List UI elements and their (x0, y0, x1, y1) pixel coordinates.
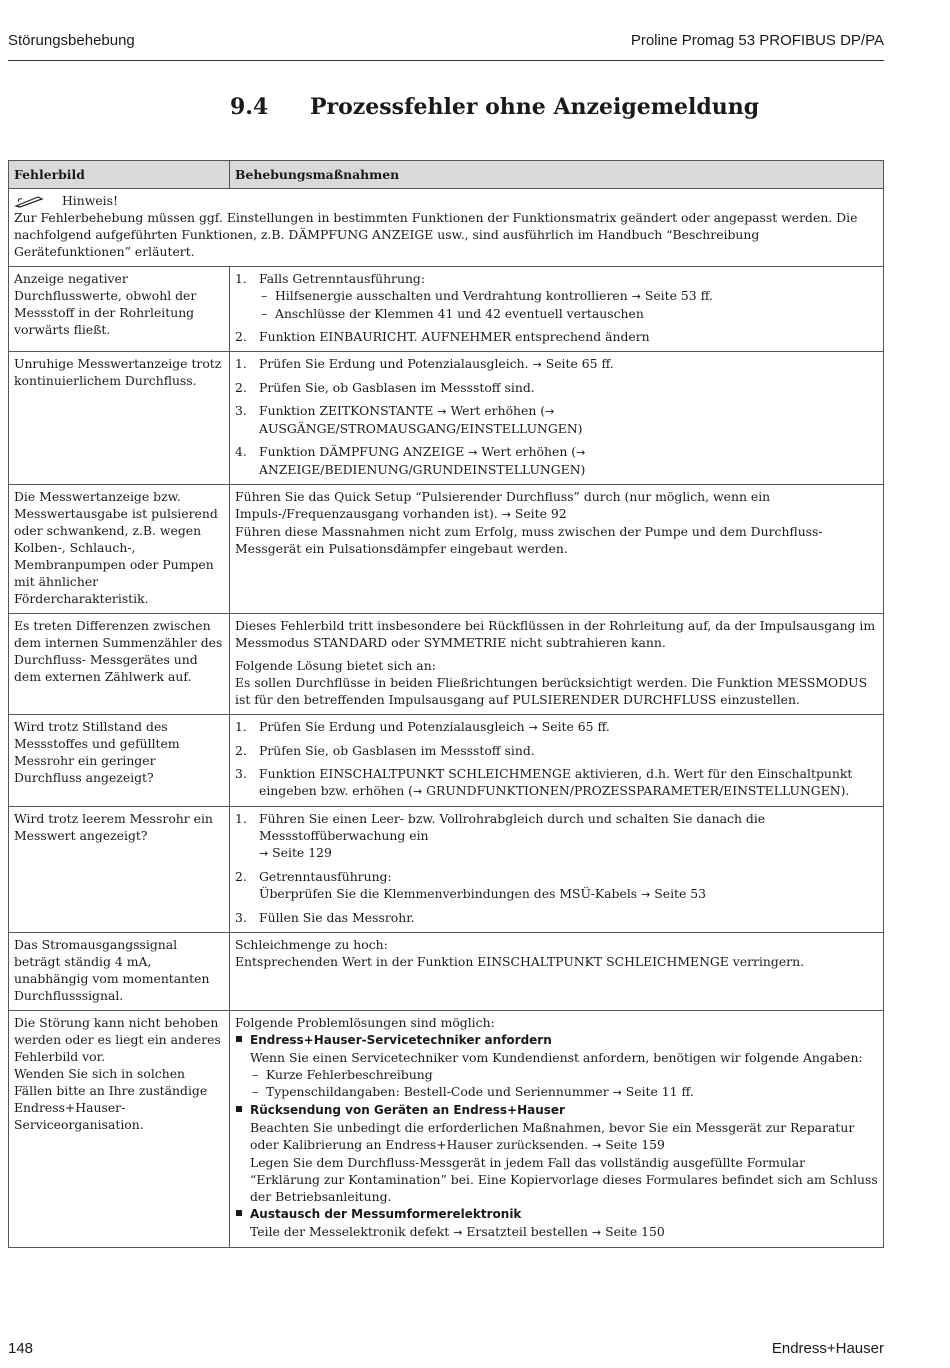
arrow-right-icon: → (612, 1086, 622, 1099)
bullet-heading: Endress+Hauser-Servicetechniker anfordern (250, 1033, 552, 1047)
page-reference: Seite 65 ff. (545, 356, 614, 371)
problem-cell: Unruhige Messwertanzeige trotz kontinuierlichem Durchfluss. (9, 352, 230, 485)
bullet-square-icon (236, 1210, 242, 1216)
table-row (9, 715, 884, 807)
footer-brand: Endress+Hauser (771, 1340, 884, 1357)
page-header (8, 32, 884, 61)
table-row (9, 485, 884, 614)
table-row (9, 352, 884, 485)
page-reference: Seite 129 (272, 845, 332, 860)
arrow-right-icon: → (592, 1139, 602, 1152)
problem-cell: Das Stromausgangssignal beträgt ständig 4 mA, unabhängig vom momentanten Durchflusssignal. (9, 933, 230, 1011)
step-text: Führen Sie einen Leer- bzw. Vollrohrabgleich durch und schalten Sie danach die Messstoffüberwachung ein (259, 811, 766, 843)
page-reference: Seite 65 ff. (541, 719, 610, 734)
arrow-right-icon: → (532, 358, 542, 371)
step-text: Füllen Sie das Messrohr. (259, 910, 415, 925)
arrow-right-icon: → (468, 446, 478, 459)
arrow-right-icon: → (453, 1226, 463, 1239)
problem-cell: Wird trotz leerem Messrohr ein Messwert angezeigt? (9, 807, 230, 933)
sub-step-text: Anschlüsse der Klemmen 41 und 42 eventuell vertauschen (275, 306, 644, 321)
troubleshooting-table (8, 160, 884, 1248)
step-text: Wert erhöhen ( (450, 403, 546, 418)
note-label: Hinweis! (62, 193, 118, 208)
page-reference: Seite 53 ff. (644, 288, 713, 303)
bullet-heading: Austausch der Messumformerelektronik (250, 1207, 522, 1221)
remedy-cell (230, 1011, 884, 1248)
problem-cell: Die Messwertanzeige bzw. Messwertausgabe ist pulsierend oder schwankend, z.B. wegen Kolben-, Schlauch-, Membranpumpen oder Pumpen mit ähnlicher Fördercharakteristik. (9, 485, 230, 614)
section-heading: Prozessfehler ohne Anzeigemeldung (310, 94, 760, 120)
column-header-problem: Fehlerbild (9, 161, 230, 189)
remedy-cell (230, 933, 884, 1011)
table-row (9, 807, 884, 933)
bullet-text: Beachten Sie unbedingt die erforderlichen Maßnahmen, bevor Sie ein Messgerät zur Reparatur oder Kalibrierung an Endress+Hauser zurücksenden. (250, 1120, 855, 1152)
remedy-text: Schleichmenge zu hoch: (235, 937, 388, 952)
step-text: Prüfen Sie Erdung und Potenzialausgleich (259, 719, 525, 734)
section-number: 9.4 (230, 94, 269, 120)
page-reference: Seite 159 (605, 1137, 665, 1152)
arrow-right-icon: → (545, 405, 555, 418)
step-text: Falls Getrenntausführung: (259, 271, 426, 286)
problem-cell: Wird trotz Stillstand des Messstoffes und gefülltem Messrohr ein geringer Durchfluss angezeigt? (9, 715, 230, 807)
arrow-right-icon: → (641, 888, 651, 901)
note-cell (9, 189, 884, 267)
remedy-cell (230, 614, 884, 715)
arrow-right-icon: → (437, 405, 447, 418)
table-header-row (9, 161, 884, 189)
menu-path: GRUNDFUNKTIONEN/PROZESSPARAMETER/EINSTELLUNGEN). (426, 783, 850, 798)
problem-text: Die Störung kann nicht behoben werden oder es liegt ein anderes Fehlerbild vor. (14, 1015, 221, 1064)
arrow-right-icon: → (501, 508, 511, 521)
remedy-text: Folgende Problemlösungen sind möglich: (235, 1015, 495, 1030)
remedy-text: Entsprechenden Wert in der Funktion EINSCHALTPUNKT SCHLEICHMENGE verringern. (235, 954, 805, 969)
sub-step-text: Hilfsenergie ausschalten und Verdrahtung kontrollieren (275, 288, 628, 303)
arrow-right-icon: → (591, 1226, 602, 1239)
page-footer (8, 1340, 884, 1357)
remedy-text: Dieses Fehlerbild tritt insbesondere bei Rückflüssen in der Rohrleitung auf, da der Impulsausgang im Messmodus STANDARD oder SYMMETRIE nicht subtrahieren kann. (235, 618, 876, 650)
page-reference: Seite 11 ff. (625, 1084, 694, 1099)
sub-step-text: – Kurze Fehlerbeschreibung (250, 1066, 878, 1083)
menu-path: ANZEIGE/BEDIENUNG/GRUNDEINSTELLUNGEN) (259, 462, 586, 477)
page-number: 148 (8, 1340, 34, 1357)
step-text: Funktion DÄMPFUNG ANZEIGE (259, 444, 465, 459)
arrow-right-icon: → (631, 290, 641, 303)
page-reference: Seite 53 (654, 886, 707, 901)
sub-step-text: Typenschildangaben: Bestell-Code und Seriennummer (266, 1084, 609, 1099)
column-header-remedy: Behebungsmaßnahmen (230, 161, 884, 189)
remedy-text: Führen diese Massnahmen nicht zum Erfolg, muss zwischen der Pumpe und dem Durchfluss-Messgerät ein Pulsationsdämpfer eingebaut werden. (235, 524, 823, 556)
remedy-cell: 1. Falls Getrenntausführung: – Hilfsenergie ausschalten und Verdrahtung kontrollieren → Seite 53 ff. – Anschlüsse der Klemmen 41 und 42 eventuell vertauschen 2. Funktion EINBAURICHT. AUFNEHMER entsprechend ändern (230, 267, 884, 352)
bullet-square-icon (236, 1106, 242, 1112)
problem-cell: Es treten Differenzen zwischen dem internen Summenzähler des Durchfluss- Messgerätes und dem externen Zählwerk auf. (9, 614, 230, 715)
table-row (9, 1011, 884, 1248)
page-reference: Seite 150 (605, 1224, 665, 1239)
arrow-right-icon: → (576, 446, 586, 459)
step-text: Funktion EINBAURICHT. AUFNEHMER entsprechend ändern (259, 329, 650, 344)
step-text: Überprüfen Sie die Klemmenverbindungen des MSÜ-Kabels (259, 886, 638, 901)
bullet-text: Ersatzteil bestellen (466, 1224, 588, 1239)
remedy-cell: 1. Prüfen Sie Erdung und Potenzialausgleich → Seite 65 ff. 2. Prüfen Sie, ob Gasblasen im Messstoff sind. 3. Funktion EINSCHALTPUNKT SCHLEICHMENGE aktivieren, d.h. Wert für den Einschaltpunkt eingeben bzw. erhöhen (→ GRUNDFUNKTIONEN/PROZESSPARAMETER/EINSTELLUNGEN). (230, 715, 884, 807)
section-title (230, 94, 759, 120)
step-text: Prüfen Sie, ob Gasblasen im Messstoff sind. (259, 380, 535, 395)
step-text: Prüfen Sie, ob Gasblasen im Messstoff sind. (259, 743, 535, 758)
remedy-text: Führen Sie das Quick Setup “Pulsierender Durchfluss” durch (nur möglich, wenn ein Impuls-/Frequenzausgang vorhanden ist). (235, 489, 771, 521)
remedy-text: Folgende Lösung bietet sich an: (235, 658, 436, 673)
bullet-square-icon (236, 1036, 242, 1042)
arrow-right-icon: → (259, 847, 269, 860)
bullet-heading: Rücksendung von Geräten an Endress+Hauser (250, 1103, 565, 1117)
note-row (9, 189, 884, 267)
step-text: Funktion ZEITKONSTANTE (259, 403, 434, 418)
header-product: Proline Promag 53 PROFIBUS DP/PA (630, 32, 884, 49)
arrow-right-icon: → (528, 721, 538, 734)
step-text: Getrenntausführung: (259, 869, 392, 884)
remedy-cell (230, 485, 884, 614)
step-text: Funktion EINSCHALTPUNKT SCHLEICHMENGE aktivieren, d.h. Wert für den Einschaltpunkt eingeben bzw. erhöhen ( (259, 766, 853, 798)
header-chapter: Störungsbehebung (8, 32, 135, 49)
note-text: Zur Fehlerbehebung müssen ggf. Einstellungen in bestimmten Funktionen der Funktionsmatrix geändert oder angepasst werden. Die nachfolgend aufgeführten Funktionen, z.B. DÄMPFUNG ANZEIGE usw., sind ausführlich im Handbuch “Beschreibung Gerätefunktionen” erläutert. (14, 210, 858, 259)
bullet-text: Wenn Sie einen Servicetechniker vom Kundendienst anfordern, benötigen wir folgende Angaben: (250, 1050, 863, 1065)
pencil-note-icon (14, 192, 62, 209)
step-text: Prüfen Sie Erdung und Potenzialausgleich. (259, 356, 529, 371)
problem-text: Wenden Sie sich in solchen Fällen bitte an Ihre zuständige Endress+Hauser-Serviceorganisation. (14, 1066, 208, 1132)
remedy-text: Es sollen Durchflüsse in beiden Fließrichtungen berücksichtigt werden. Die Funktion MESSMODUS ist für den betreffenden Impulsausgang auf PULSIERENDER DURCHFLUSS einzustellen. (235, 675, 868, 707)
bullet-text: Teile der Messelektronik defekt (250, 1224, 450, 1239)
table-row (9, 933, 884, 1011)
problem-cell (9, 1011, 230, 1248)
problem-cell: Anzeige negativer Durchflusswerte, obwohl der Messstoff in der Rohrleitung vorwärts fließt. (9, 267, 230, 352)
menu-path: AUSGÄNGE/STROMAUSGANG/EINSTELLUNGEN) (259, 421, 583, 436)
page-reference: Seite 92 (514, 506, 567, 521)
step-text: Wert erhöhen ( (481, 444, 577, 459)
table-row (9, 614, 884, 715)
remedy-cell: 1. Führen Sie einen Leer- bzw. Vollrohrabgleich durch und schalten Sie danach die Messstoffüberwachung ein → Seite 129 2. Getrenntausführung: Überprüfen Sie die Klemmenverbindungen des MSÜ-Kabels → Seite 53 3. Füllen Sie das Messrohr. (230, 807, 884, 933)
table-row (9, 267, 884, 352)
remedy-cell: 1. Prüfen Sie Erdung und Potenzialausgleich. → Seite 65 ff. 2. Prüfen Sie, ob Gasblasen im Messstoff sind. 3. Funktion ZEITKONSTANTE → Wert erhöhen (→ AUSGÄNGE/STROMAUSGANG/EINSTELLUNGEN) 4. Funktion DÄMPFUNG ANZEIGE → Wert erhöhen (→ ANZEIGE/BEDIENUNG/GRUNDEINSTELLUNGEN) (230, 352, 884, 485)
bullet-text: Legen Sie dem Durchfluss-Messgerät in jedem Fall das vollständig ausgefüllte Formular “Erklärung zur Kontamination” bei. Eine Kopiervorlage dieses Formulares befindet sich am Schluss der Betriebsanleitung. (250, 1155, 878, 1204)
arrow-right-icon: → (412, 785, 423, 798)
